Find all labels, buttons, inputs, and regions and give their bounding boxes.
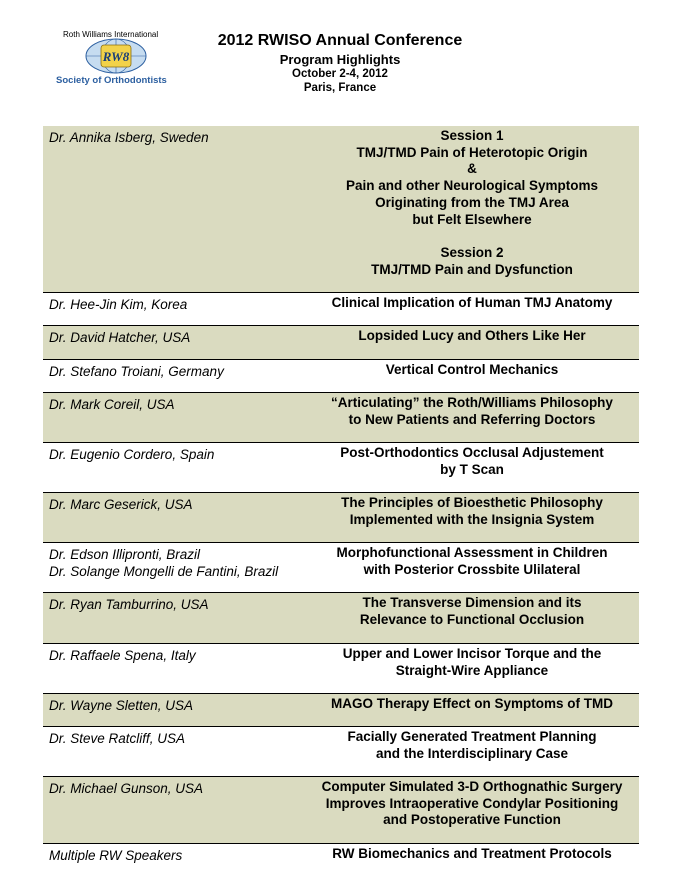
talk-title: [305, 729, 639, 762]
talk-line: [305, 228, 639, 245]
schedule-row: [43, 727, 639, 777]
talk-line: Pain and other Neurological Symptoms: [345, 178, 599, 194]
schedule-row: [43, 644, 639, 694]
talk-line: and the Interdisciplinary Case: [375, 745, 569, 761]
speaker-line: Multiple RW Speakers: [49, 848, 183, 863]
talk-line: MAGO Therapy Effect on Symptoms of TMD: [330, 696, 614, 711]
schedule-row: [43, 493, 639, 543]
speaker-name: [49, 329, 190, 346]
speaker-line: Dr. Raffaele Spena, Italy: [49, 648, 196, 663]
speaker-line: Dr. Stefano Troiani, Germany: [49, 364, 224, 379]
talk-title: [305, 128, 639, 278]
speaker-name: [49, 296, 187, 313]
globe-icon: [81, 37, 151, 75]
talk-line: Facially Generated Treatment Planning: [347, 729, 597, 744]
speaker-name: [49, 446, 214, 463]
logo-bottom-text: Society of Orthodontists: [56, 75, 167, 86]
speaker-line: Dr. Wayne Sletten, USA: [49, 698, 194, 713]
talk-line: &: [467, 161, 477, 177]
talk-line: Upper and Lower Incisor Torque and the: [342, 646, 602, 661]
speaker-name: [49, 129, 209, 146]
talk-line: “Articulating” the Roth/Williams Philosophy: [331, 395, 613, 410]
speaker-line: Dr. Hee-Jin Kim, Korea: [49, 297, 188, 312]
talk-line: Implemented with the Insignia System: [349, 511, 595, 527]
talk-title: [305, 295, 639, 312]
speaker-name: [49, 730, 185, 747]
speaker-name: [49, 363, 224, 380]
talk-line: and Postoperative Function: [383, 812, 561, 828]
speaker-name: [49, 496, 193, 513]
speaker-line: Dr. Annika Isberg, Sweden: [49, 130, 209, 145]
speaker-line: Dr. Mark Coreil, USA: [49, 397, 175, 412]
speaker-name: [49, 697, 193, 714]
conference-dates: October 2-4, 2012: [292, 68, 388, 80]
talk-title: [305, 395, 639, 428]
speaker-line: Dr. Solange Mongelli de Fantini, Brazil: [49, 564, 279, 579]
talk-line: RW Biomechanics and Treatment Protocols: [332, 846, 612, 861]
talk-line: Relevance to Functional Occlusion: [359, 611, 585, 627]
talk-title: [305, 696, 639, 713]
schedule-row: [43, 326, 639, 360]
schedule-row: [43, 694, 639, 727]
speaker-line: Dr. David Hatcher, USA: [49, 330, 191, 345]
logo-top-text: Roth Williams International: [63, 30, 159, 39]
talk-line: Straight-Wire Appliance: [395, 662, 549, 678]
schedule-row: [43, 393, 639, 443]
logo-badge-text: RW8: [102, 49, 130, 64]
schedule-row: [43, 126, 639, 293]
talk-line: Clinical Implication of Human TMJ Anatomy: [331, 295, 613, 310]
schedule-row: [43, 293, 639, 326]
talk-title: [305, 779, 639, 829]
talk-line: Lopsided Lucy and Others Like Her: [358, 328, 586, 343]
speaker-name: [49, 847, 182, 864]
talk-line: Vertical Control Mechanics: [385, 362, 559, 377]
speaker-name: [49, 396, 175, 413]
speaker-name: [49, 596, 209, 613]
speaker-line: Dr. Ryan Tamburrino, USA: [49, 597, 209, 612]
speaker-line: Dr. Steve Ratcliff, USA: [49, 731, 186, 746]
speaker-line: Dr. Edson Illipronti, Brazil: [49, 547, 201, 562]
talk-line: but Felt Elsewhere: [412, 211, 532, 227]
schedule-row: [43, 777, 639, 844]
talk-line: Improves Intraoperative Condylar Positioning: [325, 795, 619, 811]
conference-location: Paris, France: [303, 82, 377, 94]
talk-line: with Posterior Crossbite Ulilateral: [363, 561, 581, 577]
speaker-line: Dr. Eugenio Cordero, Spain: [49, 447, 215, 462]
schedule-row: [43, 844, 639, 874]
talk-title: [305, 445, 639, 478]
talk-title: [305, 362, 639, 379]
talk-line: Computer Simulated 3-D Orthognathic Surgery: [321, 779, 623, 794]
talk-line: to New Patients and Referring Doctors: [348, 411, 596, 427]
talk-title: [305, 846, 639, 863]
schedule-row: [43, 360, 639, 393]
talk-line: Session 1: [440, 128, 504, 143]
program-schedule: [43, 126, 639, 874]
speaker-name: [49, 546, 278, 580]
page-title: 2012 RWISO Annual Conference: [217, 32, 463, 49]
talk-line: Session 2: [440, 244, 504, 260]
talk-line: Morphofunctional Assessment in Children: [336, 545, 608, 560]
society-logo: [36, 30, 196, 92]
speaker-line: Dr. Michael Gunson, USA: [49, 781, 204, 796]
talk-title: [305, 545, 639, 578]
speaker-name: [49, 647, 196, 664]
talk-line: Post-Orthodontics Occlusal Adjustement: [340, 445, 604, 460]
talk-line: TMJ/TMD Pain and Dysfunction: [371, 261, 573, 277]
schedule-row: [43, 543, 639, 593]
talk-title: [305, 595, 639, 628]
schedule-row: [43, 593, 639, 644]
talk-title: [305, 328, 639, 345]
schedule-row: [43, 443, 639, 493]
talk-line: The Principles of Bioesthetic Philosophy: [341, 495, 603, 510]
talk-line: Originating from the TMJ Area: [375, 194, 569, 210]
talk-line: The Transverse Dimension and its: [362, 595, 582, 610]
speaker-name: [49, 780, 203, 797]
page-subtitle: Program Highlights: [279, 52, 401, 67]
talk-title: [305, 646, 639, 679]
speaker-line: Dr. Marc Geserick, USA: [49, 497, 193, 512]
talk-title: [305, 495, 639, 528]
talk-line: by T Scan: [440, 461, 504, 477]
talk-line: TMJ/TMD Pain of Heterotopic Origin: [356, 144, 588, 160]
